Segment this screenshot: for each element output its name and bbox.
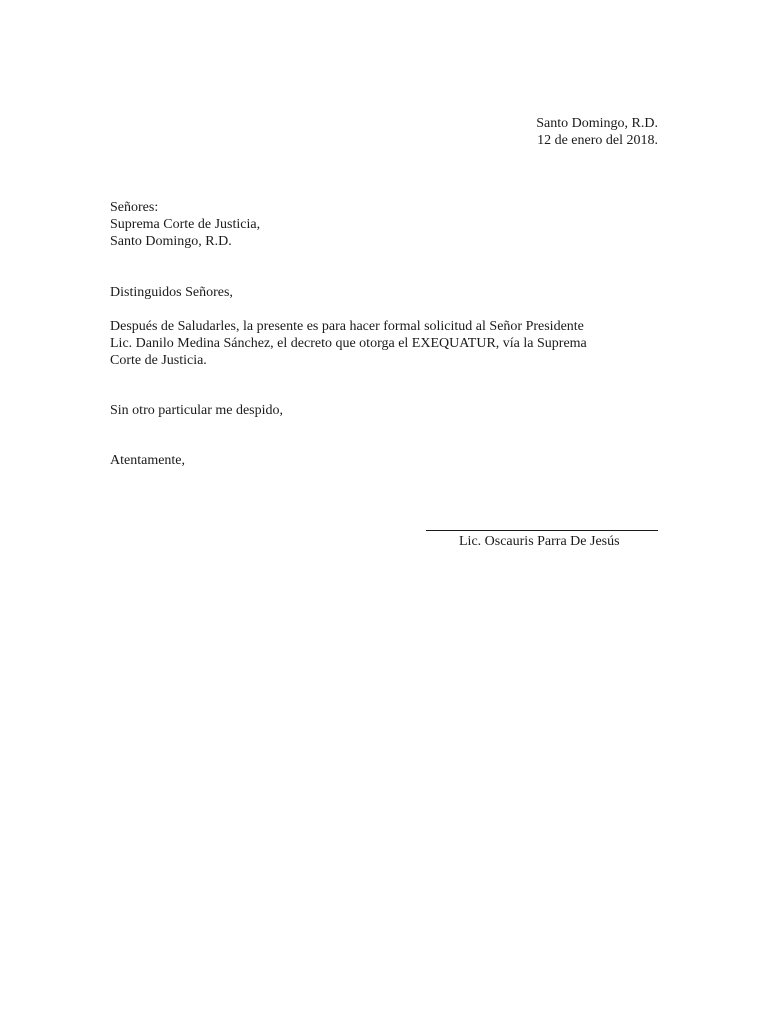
- salutation: [110, 284, 233, 301]
- closing-text: Sin otro particular me despido,: [110, 403, 284, 418]
- body-line-1: Después de Saludarles, la presente es para hacer formal solicitud al Señor Presidente: [110, 319, 584, 334]
- recipient-institution: Suprema Corte de Justicia,: [110, 217, 261, 232]
- salutation-text: Distinguidos Señores,: [110, 285, 233, 300]
- signature-line: [426, 530, 658, 531]
- body-line-2: Lic. Danilo Medina Sánchez, el decreto que otorga el EXEQUATUR, vía la Suprema: [110, 336, 587, 351]
- signature-name: Lic. Oscauris Parra De Jesús: [459, 534, 620, 549]
- letter-place: Santo Domingo, R.D.: [536, 116, 658, 131]
- place-date-block: [536, 115, 658, 149]
- letter-date: 12 de enero del 2018.: [537, 133, 658, 148]
- recipient-block: [110, 199, 260, 250]
- recipient-location: Santo Domingo, R.D.: [110, 234, 232, 249]
- regards-text: Atentamente,: [110, 453, 186, 468]
- closing: [110, 402, 283, 419]
- signature-block: [426, 530, 658, 550]
- recipient-title: Señores:: [110, 200, 159, 215]
- body-line-3: Corte de Justicia.: [110, 353, 207, 368]
- regards: [110, 452, 185, 469]
- letter-body: [110, 318, 670, 369]
